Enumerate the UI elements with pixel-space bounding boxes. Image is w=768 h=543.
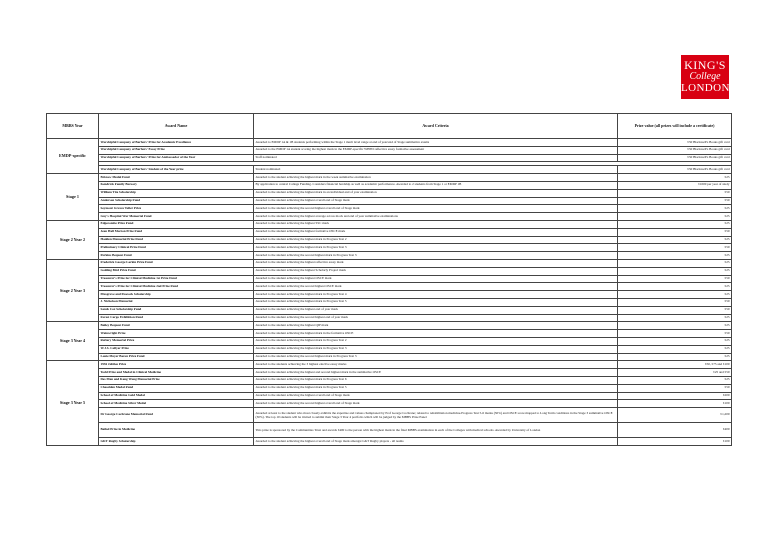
prize-value-cell: £50	[618, 275, 732, 283]
table-row	[47, 236, 732, 244]
award-criteria-cell: Awarded to the student achieving the highest mark in Progress Test 4	[254, 291, 618, 299]
award-criteria-cell: Awarded to the student achieving the highest end of year mark	[254, 306, 618, 314]
award-criteria-cell: Awarded to the student achieving the highest mark in Progress Test 3	[254, 345, 618, 353]
table-row	[47, 267, 732, 275]
prize-value-cell: £25	[618, 213, 732, 221]
table-row	[47, 438, 732, 446]
header-award-name: Award Name	[99, 114, 254, 139]
kings-college-logo	[681, 55, 729, 99]
table-row	[47, 314, 732, 322]
award-name-cell: Worshipful Company of Barbers' Student of the Year prize	[99, 166, 254, 174]
award-name-cell: Golding Bird Prize Fund	[99, 267, 254, 275]
logo-line-london: LONDON	[681, 82, 730, 94]
award-name-cell: Des Man and Kang Wong Memorial Prize	[99, 376, 254, 384]
award-name-cell: School of Medicine Gold Medal	[99, 392, 254, 400]
prize-value-cell: £100	[618, 400, 732, 408]
table-row	[47, 408, 732, 423]
award-name-cell: Louie Meyer Baron Prize Fund	[99, 353, 254, 361]
award-criteria-cell: Awarded to the student achieving the second highest mark in Progress Test 3	[254, 353, 618, 361]
award-name-cell: Forest Cargo Exhibition Fund	[99, 314, 254, 322]
award-criteria-cell: Awarded to the student achieving the second highest OSCE mark	[254, 283, 618, 291]
award-name-cell: Perkins Bequest Fund	[99, 252, 254, 260]
table-row	[47, 361, 732, 369]
table-row	[47, 345, 732, 353]
award-name-cell: Treasurer's Prize for Clinical Medicine 2nd Prize Fund	[99, 283, 254, 291]
mbbs-year-cell: Stage 3 Year 5	[47, 361, 99, 446]
award-name-cell: Jean Hall Morton Prize Fund	[99, 228, 254, 236]
award-name-cell: W.J.S. Collyer Prize	[99, 345, 254, 353]
prize-value-cell: £25	[618, 322, 732, 330]
prize-value-cell: £50	[618, 306, 732, 314]
award-name-cell: Guy's Hospital War Memorial Fund	[99, 213, 254, 221]
award-name-cell: Treasurer's Prize for Clinical Medicine 1st Prize Fund	[99, 275, 254, 283]
prizes-table	[46, 113, 732, 446]
prize-value-cell: £25	[618, 259, 732, 267]
table-row	[47, 322, 732, 330]
table-header-row	[47, 114, 732, 139]
prize-value-cell: £50 Blackwell's Books gift card	[618, 166, 732, 174]
award-criteria-cell: Awarded to the student achieving the highest mark in Progress Test 2	[254, 337, 618, 345]
award-name-cell: Bailey Bequest Fund	[99, 322, 254, 330]
award-criteria-cell: Awarded to the student achieving the highest OSCE mark	[254, 275, 618, 283]
table-row	[47, 174, 732, 182]
header-award-criteria: Award Criteria	[254, 114, 618, 139]
award-name-cell: Anderson Scholarship Fund	[99, 197, 254, 205]
prize-value-cell: £50 Blackwell's Books gift card	[618, 139, 732, 147]
prize-value-cell: £200	[618, 392, 732, 400]
mbbs-year-cell: Stage 3 Year 4	[47, 322, 99, 361]
table-row	[47, 376, 732, 384]
prize-value-cell: £1,200	[618, 408, 732, 423]
award-criteria-cell: Awarded to the student achieving the highest overall end of Stage mark	[254, 392, 618, 400]
table-row	[47, 298, 732, 306]
award-name-cell: Frederick George Larkin Prize Fund	[99, 259, 254, 267]
table-row	[47, 213, 732, 221]
prize-value-cell: £50 Blackwell's Books gift card	[618, 146, 732, 154]
award-criteria-cell: Awarded to the student achieving the highest mark in the formative OSCE	[254, 330, 618, 338]
award-criteria-cell: Awarded to the student achieving the highest mark in Progress Test 5	[254, 384, 618, 392]
prize-value-cell: £25	[618, 337, 732, 345]
award-criteria-cell: Awarded to the student achieving the highest QIP mark	[254, 322, 618, 330]
award-name-cell: Todd Prize and Medal in Clinical Medicine	[99, 369, 254, 377]
mbbs-year-cell: Stage 2 Year 3	[47, 259, 99, 321]
prize-value-cell: £25	[618, 314, 732, 322]
award-criteria-cell: Awarded to the student achieving the highest SSC mark	[254, 220, 618, 228]
prize-value-cell: £50	[618, 228, 732, 236]
prize-value-cell: £25	[618, 345, 732, 353]
prize-value-cell: £25	[618, 291, 732, 299]
award-name-cell: Seymour Graves Toller Prize	[99, 205, 254, 213]
award-name-cell: School of Medicine Silver Medal	[99, 400, 254, 408]
table-body	[47, 139, 732, 446]
logo-line-college: College	[689, 71, 721, 82]
award-name-cell: Wainwright Prize	[99, 330, 254, 338]
award-criteria-cell: This prize is sponsored by the Communities Trust and awards £400 to the person with the highest mark in the final MBBS examination in each of the Colleges with medical schools. Awarded by University of London	[254, 423, 618, 438]
prize-value-cell: £25	[618, 283, 732, 291]
header-prize-value: Prize value (all prizes will include a certificate)	[618, 114, 732, 139]
award-criteria-cell: By application to central College Funding. Considers financial hardship as well as academic performance. Awarded to 2 students from Stage 1 or EMDP 1B	[254, 181, 618, 189]
table-row	[47, 139, 732, 147]
table-row	[47, 205, 732, 213]
prize-value-cell: £25	[618, 205, 732, 213]
award-name-cell: Preliminary Clinical Prize Fund	[99, 244, 254, 252]
award-name-cell: Sands Cox Scholarship Fund	[99, 306, 254, 314]
prize-value-cell: £25	[618, 236, 732, 244]
prize-value-cell: £25	[618, 252, 732, 260]
prize-value-cell: £50 Blackwell's Books gift card	[618, 154, 732, 162]
prize-value-cell: £25	[618, 353, 732, 361]
award-criteria-cell: Awarded at least to the student who most closely exhibits the expertise and values championed by Prof George Cochrane; related to rehabilitation medicine.Progress Test 5-6 marks (30%) and OSCE score mapped to Long Term conditions in the Stage 3 summative OSCE (30%). The top 10 students will be invited to submit their Stage 3 Year 4 portfolio which will be judged by the MBBS Prize Panel	[254, 408, 618, 423]
prize-value-cell: £50	[618, 298, 732, 306]
award-name-cell: Edgecombe Prize Fund	[99, 220, 254, 228]
award-name-cell: William Tite Scholarship	[99, 189, 254, 197]
table-row	[47, 306, 732, 314]
prize-value-cell: £25 and £50	[618, 369, 732, 377]
prize-value-cell: £25	[618, 267, 732, 275]
table-row	[47, 353, 732, 361]
award-criteria-cell: Awarded to the student achieving the second highest end of year mark	[254, 314, 618, 322]
table-row	[47, 146, 732, 154]
award-criteria-cell: Staff nominated	[254, 154, 618, 162]
prize-value-cell: £400	[618, 423, 732, 438]
prize-value-cell: £25	[618, 174, 732, 182]
table-row	[47, 166, 732, 174]
award-criteria-cell: Awarded to the student achieving the highest mark in Progress Test 2	[254, 236, 618, 244]
table-row	[47, 275, 732, 283]
table-row	[47, 400, 732, 408]
award-name-cell: Bristow Medal Fund	[99, 174, 254, 182]
award-criteria-cell: Awarded to the student achieving the highest mark in an individual end of year examination	[254, 189, 618, 197]
table-row	[47, 252, 732, 260]
prize-value-cell: £50	[618, 244, 732, 252]
prize-value-cell: £25	[618, 220, 732, 228]
table-row	[47, 423, 732, 438]
header-mbbs-year: MBBS Year	[47, 114, 99, 139]
prize-value-cell: £50	[618, 189, 732, 197]
award-name-cell: Kendrick Family Bursary	[99, 181, 254, 189]
award-name-cell: Worshipful Company of Barbers' Prize for Academic Excellence	[99, 139, 254, 147]
table-row	[47, 392, 732, 400]
award-name-cell: GKT Rugby Scholarship	[99, 438, 254, 446]
table-row	[47, 330, 732, 338]
table-row	[47, 154, 732, 162]
award-criteria-cell: Awarded to the student achieving the highest mark in Progress Test 3	[254, 244, 618, 252]
table-row	[47, 244, 732, 252]
mbbs-year-cell: Stage 2 Year 2	[47, 220, 99, 259]
award-criteria-cell: Awarded to the student achieving the second highest overall end of Stage mark	[254, 400, 618, 408]
award-criteria-cell: Awarded to the students achieving the 3 highest elective essay marks	[254, 361, 618, 369]
table-row	[47, 283, 732, 291]
award-criteria-cell: Awarded to the student achieving the highest mark in the week summative examination	[254, 174, 618, 182]
prize-value-cell: £50, £75 and £100	[618, 361, 732, 369]
award-criteria-cell: Awarded to the student achieving the highest Scholarly Project mark	[254, 267, 618, 275]
award-name-cell: Bethel Prize in Medicine	[99, 423, 254, 438]
mbbs-year-cell: EMDP-specific	[47, 139, 99, 174]
logo-line-kings: KING'S	[684, 58, 726, 72]
award-name-cell: J. Nicholson Memorial	[99, 298, 254, 306]
award-criteria-cell: Awarded to the student achieving the highest formative OSCE mark	[254, 228, 618, 236]
award-criteria-cell: Awarded to the student achieving the highest overall end of Stage mark	[254, 197, 618, 205]
award-criteria-cell: Student nominated	[254, 166, 618, 174]
table-row	[47, 384, 732, 392]
table-row	[47, 189, 732, 197]
prize-value-cell: £1000 per year of study	[618, 181, 732, 189]
table-row	[47, 369, 732, 377]
prize-value-cell: £50	[618, 197, 732, 205]
award-name-cell: Raftery Memorial Prize	[99, 337, 254, 345]
table-row	[47, 337, 732, 345]
award-criteria-cell: Awarded to the student achieving the highest overall end of Stage mark amongst GKT Rugby players - all teams	[254, 438, 618, 446]
award-criteria-cell: Awarded to EMDP 1A & 1B students performing within the Stage 1 merit level range at end of year/end of Stage summative exams	[254, 139, 618, 147]
table-row	[47, 291, 732, 299]
mbbs-year-cell: Stage 1	[47, 174, 99, 221]
table-row	[47, 228, 732, 236]
award-name-cell: Worshipful Company of Barbers' Prize for Ambassador of the Year	[99, 154, 254, 162]
prize-value-cell: £25	[618, 376, 732, 384]
award-criteria-cell: Awarded to the student achieving the highest and second highest mark in the summative OSCE	[254, 369, 618, 377]
table-row	[47, 197, 732, 205]
table-row	[47, 220, 732, 228]
prize-value-cell: £50	[618, 384, 732, 392]
award-criteria-cell: Awarded to the student achieving the second highest overall end of Stage mark	[254, 205, 618, 213]
award-criteria-cell: Awarded to the student achieving the highest average across mock and end of year summative examinations	[254, 213, 618, 221]
award-criteria-cell: Awarded to the student achieving the highest mark in Progress Test 6	[254, 376, 618, 384]
award-name-cell: Hadden Memorial Prize Fund	[99, 236, 254, 244]
award-criteria-cell: Awarded to the student achieving the highest reflective essay mark	[254, 259, 618, 267]
award-criteria-cell: Awarded to the EMDP 1A student scoring the highest mark in the EMDP-specific WHPD reflective essay formative assessment	[254, 146, 618, 154]
prize-value-cell: £100	[618, 438, 732, 446]
prize-value-cell: £50	[618, 330, 732, 338]
award-name-cell: Musgrove and Peacock Scholarship	[99, 291, 254, 299]
award-name-cell: Worshipful Company of Barbers' Essay Prize	[99, 146, 254, 154]
table-row	[47, 259, 732, 267]
table-row	[47, 181, 732, 189]
award-criteria-cell: Awarded to the student achieving the second highest mark in Progress Test 3	[254, 252, 618, 260]
award-name-cell: Cheselden Medal Fund	[99, 384, 254, 392]
award-name-cell: 1936 Jubilee Prize	[99, 361, 254, 369]
award-name-cell: Dr George Cochrane Memorial Fund	[99, 408, 254, 423]
award-criteria-cell: Awarded to the student achieving the highest mark in Progress Test 5	[254, 298, 618, 306]
